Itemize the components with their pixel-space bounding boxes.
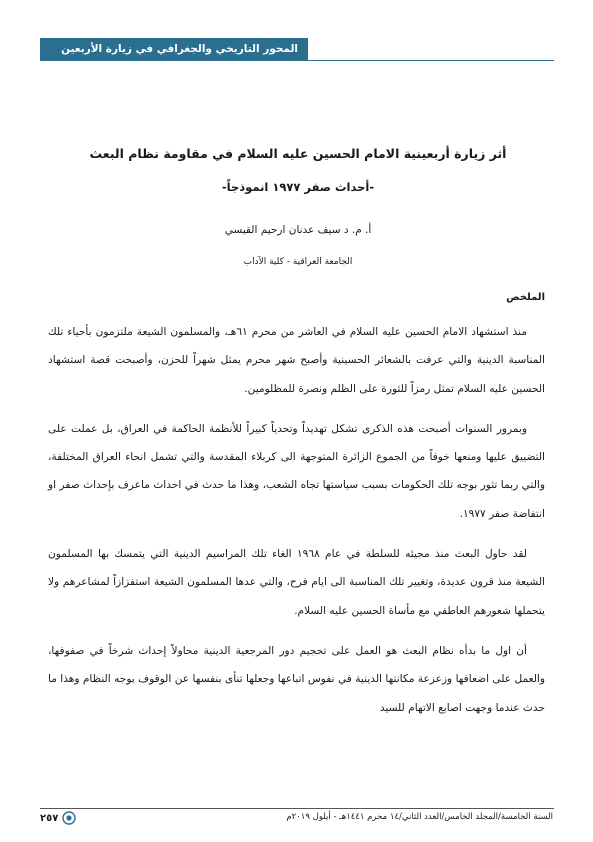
header-divider (40, 60, 554, 61)
paragraph: منذ استشهاد الامام الحسين عليه السلام في العاشر من محرم ٦١هـ، والمسلمون الشيعة ملتزمون بأحياء تلك المناسبة الدينية والتي عرفت بالشعائر الحسينية وأصبح شهر محرم يمثل شهراً للحزن، وأصبحت قصة استشهاد الحسين عليه السلام تمثل رمزاً للثورة على الظلم ونصرة للمظلومين. (48, 326, 545, 395)
paragraph: لقد حاول البعث منذ مجيئه للسلطة في عام ١٩٦٨ الغاء تلك المراسيم الدينية التي يتمسك بها المسلمون الشيعة منذ قرون عديدة، وتغيير تلك المناسبة الى ايام فرح، والتي عدها المسلمون الشيعة استفزازاً لمشاعرهم ولا يتحملها شعورهم العاطفي مع مأساة الحسين عليه السلام. (48, 548, 545, 617)
journal-section-header (40, 38, 308, 60)
footer-page-block (40, 810, 76, 826)
article-title: أثر زيارة أربعينية الامام الحسين عليه السلام في مقاومة نظام البعث (89, 146, 507, 161)
emblem-icon (62, 811, 76, 825)
author-name: أ. م. د سيف عدنان ارحيم القيسي (224, 224, 372, 236)
author-affiliation: الجامعة العراقية - كلية الآداب (243, 257, 353, 267)
paragraph: أن اول ما بدأه نظام البعث هو العمل على تحجيم دور المرجعية الدينية محاولاً إحداث شرخاً في صفوفها، والعمل على اضعافها وزعزعة مكانتها الدينية في نفوس اتباعها وجعلها تنأى بنفسها عن الوقوف بوجه النظام وهذا ما حدث عندما وجهت اصابع الاتهام للسيد (48, 644, 545, 714)
page-number: ٢٥٧ (40, 812, 59, 824)
footer-divider (40, 808, 554, 809)
abstract-heading: الملخص (506, 292, 545, 303)
article-subtitle: -أحداث صفر ١٩٧٧ انموذجاً- (221, 180, 375, 194)
section-title: المحور التاريخي والجغرافي في زيارة الأربعين (61, 43, 298, 55)
abstract-body (48, 318, 545, 734)
paragraph: وبمرور السنوات أصبحت هذه الذكرى تشكل تهديداً وتحدياً كبيراً للأنظمة الحاكمة في العراق، بل عملت على التضييق عليها ومنعها خوفاً من الجموع الزائرة المتوجهة الى كربلاء المقدسة والتي تشمل انحاء العراق المختلفة، والتي ربما تثور بوجه تلك الحكومات بسبب سياستها تجاه الشعب، وهذا ما حدث في احداث ماعرف بإحداث صفر او انتفاضة صفر ١٩٧٧. (48, 422, 545, 520)
issue-info: السنة الخامسة/المجلد الخامس/العدد الثاني/١٤ محرم ١٤٤١هـ - أيلول ٢٠١٩م (286, 812, 553, 822)
